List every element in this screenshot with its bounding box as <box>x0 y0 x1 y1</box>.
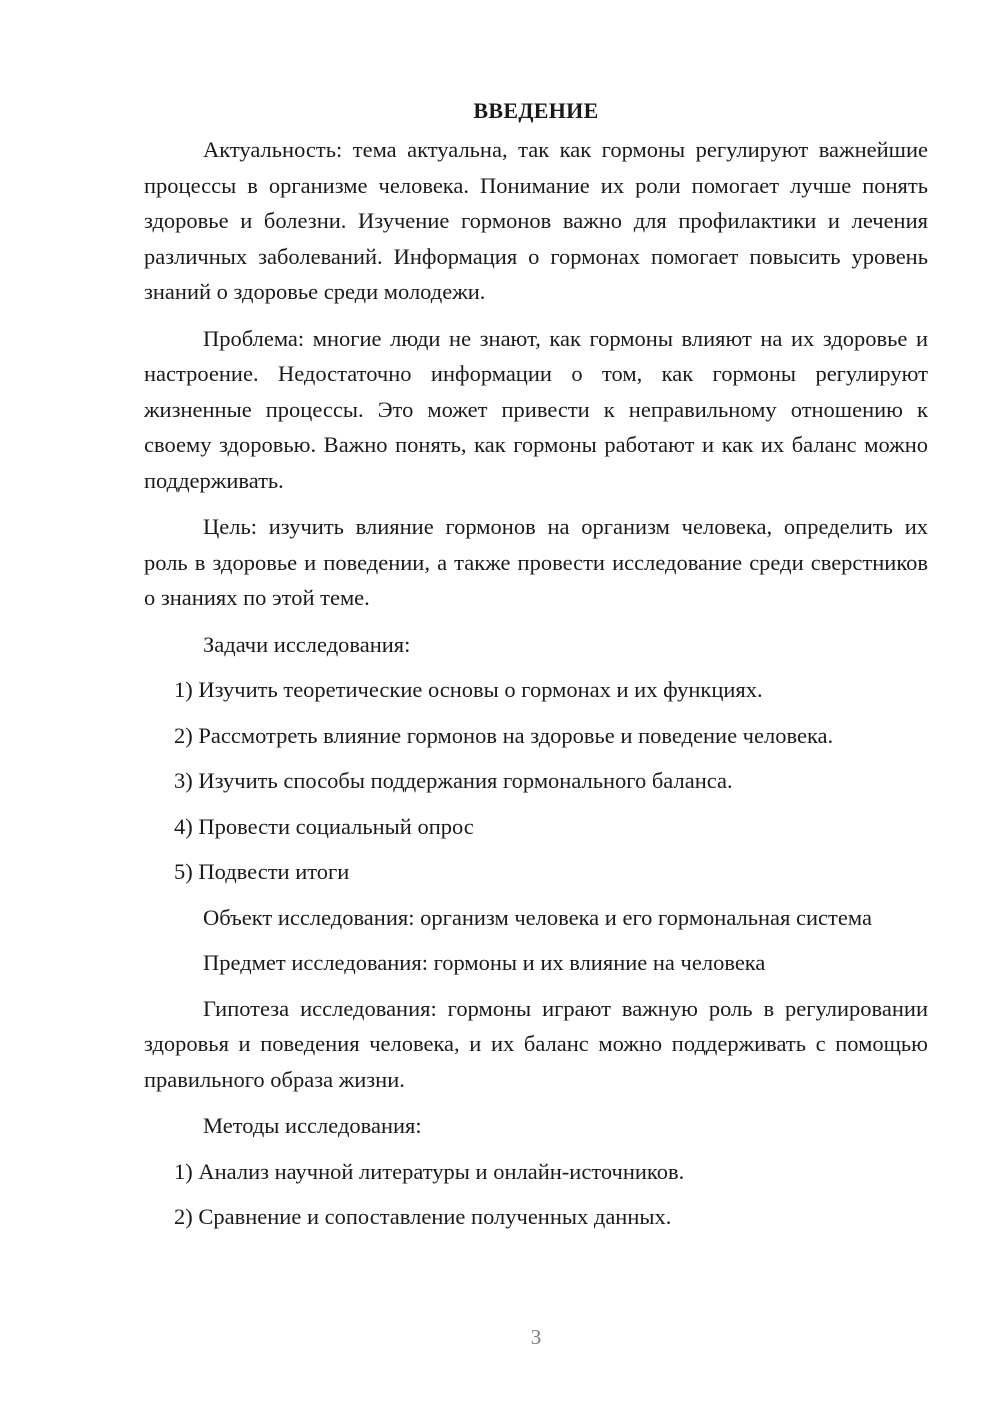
hypothesis-paragraph: Гипотеза исследования: гормоны играют важную роль в регулировании здоровья и поведения человека, и их баланс можно поддерживать с помощью правильного образа жизни. <box>144 995 928 1092</box>
task-item: 1) Изучить теоретические основы о гормонах и их функциях. <box>174 677 763 702</box>
subject-paragraph: Предмет исследования: гормоны и их влияние на человека <box>203 950 766 975</box>
method-item: 1) Анализ научной литературы и онлайн-источников. <box>174 1158 685 1184</box>
method-item: 2) Сравнение и сопоставление полученных данных. <box>174 1204 672 1229</box>
relevance-paragraph: Актуальность: тема актуальна, так как гормоны регулируют важнейшие процессы в организме человека. Понимание их роли помогает лучше понять здоровье и болезни. Изучение гормонов важно для профилактики и лечения различных заболеваний. Информация о гормонах помогает повысить уровень знаний о здоровье среди молодежи. <box>144 137 928 304</box>
page-title: ВВЕДЕНИЕ <box>473 98 599 123</box>
task-item: 3) Изучить способы поддержания гормонального баланса. <box>174 768 733 793</box>
tasks-list <box>144 672 928 890</box>
task-item: 2) Рассмотреть влияние гормонов на здоровье и поведение человека. <box>174 722 834 748</box>
object-paragraph: Объект исследования: организм человека и его гормональная система <box>203 904 872 930</box>
methods-heading: Методы исследования: <box>203 1113 422 1138</box>
task-item: 5) Подвести итоги <box>174 859 350 884</box>
goal-paragraph: Цель: изучить влияние гормонов на организм человека, определить их роль в здоровье и поведении, а также провести исследование среди сверстников о знаниях по этой теме. <box>144 514 928 610</box>
methods-list <box>144 1154 928 1235</box>
document-page <box>144 96 928 1245</box>
problem-paragraph: Проблема: многие люди не знают, как гормоны влияют на их здоровье и настроение. Недостаточно информации о том, как гормоны регулируют жизненные процессы. Это может привести к неправильному отношению к своему здоровью. Важно понять, как гормоны работают и как их баланс можно поддерживать. <box>144 325 928 493</box>
task-item: 4) Провести социальный опрос <box>174 813 474 839</box>
page-number: 3 <box>530 1325 542 1349</box>
tasks-heading: Задачи исследования: <box>203 631 411 657</box>
